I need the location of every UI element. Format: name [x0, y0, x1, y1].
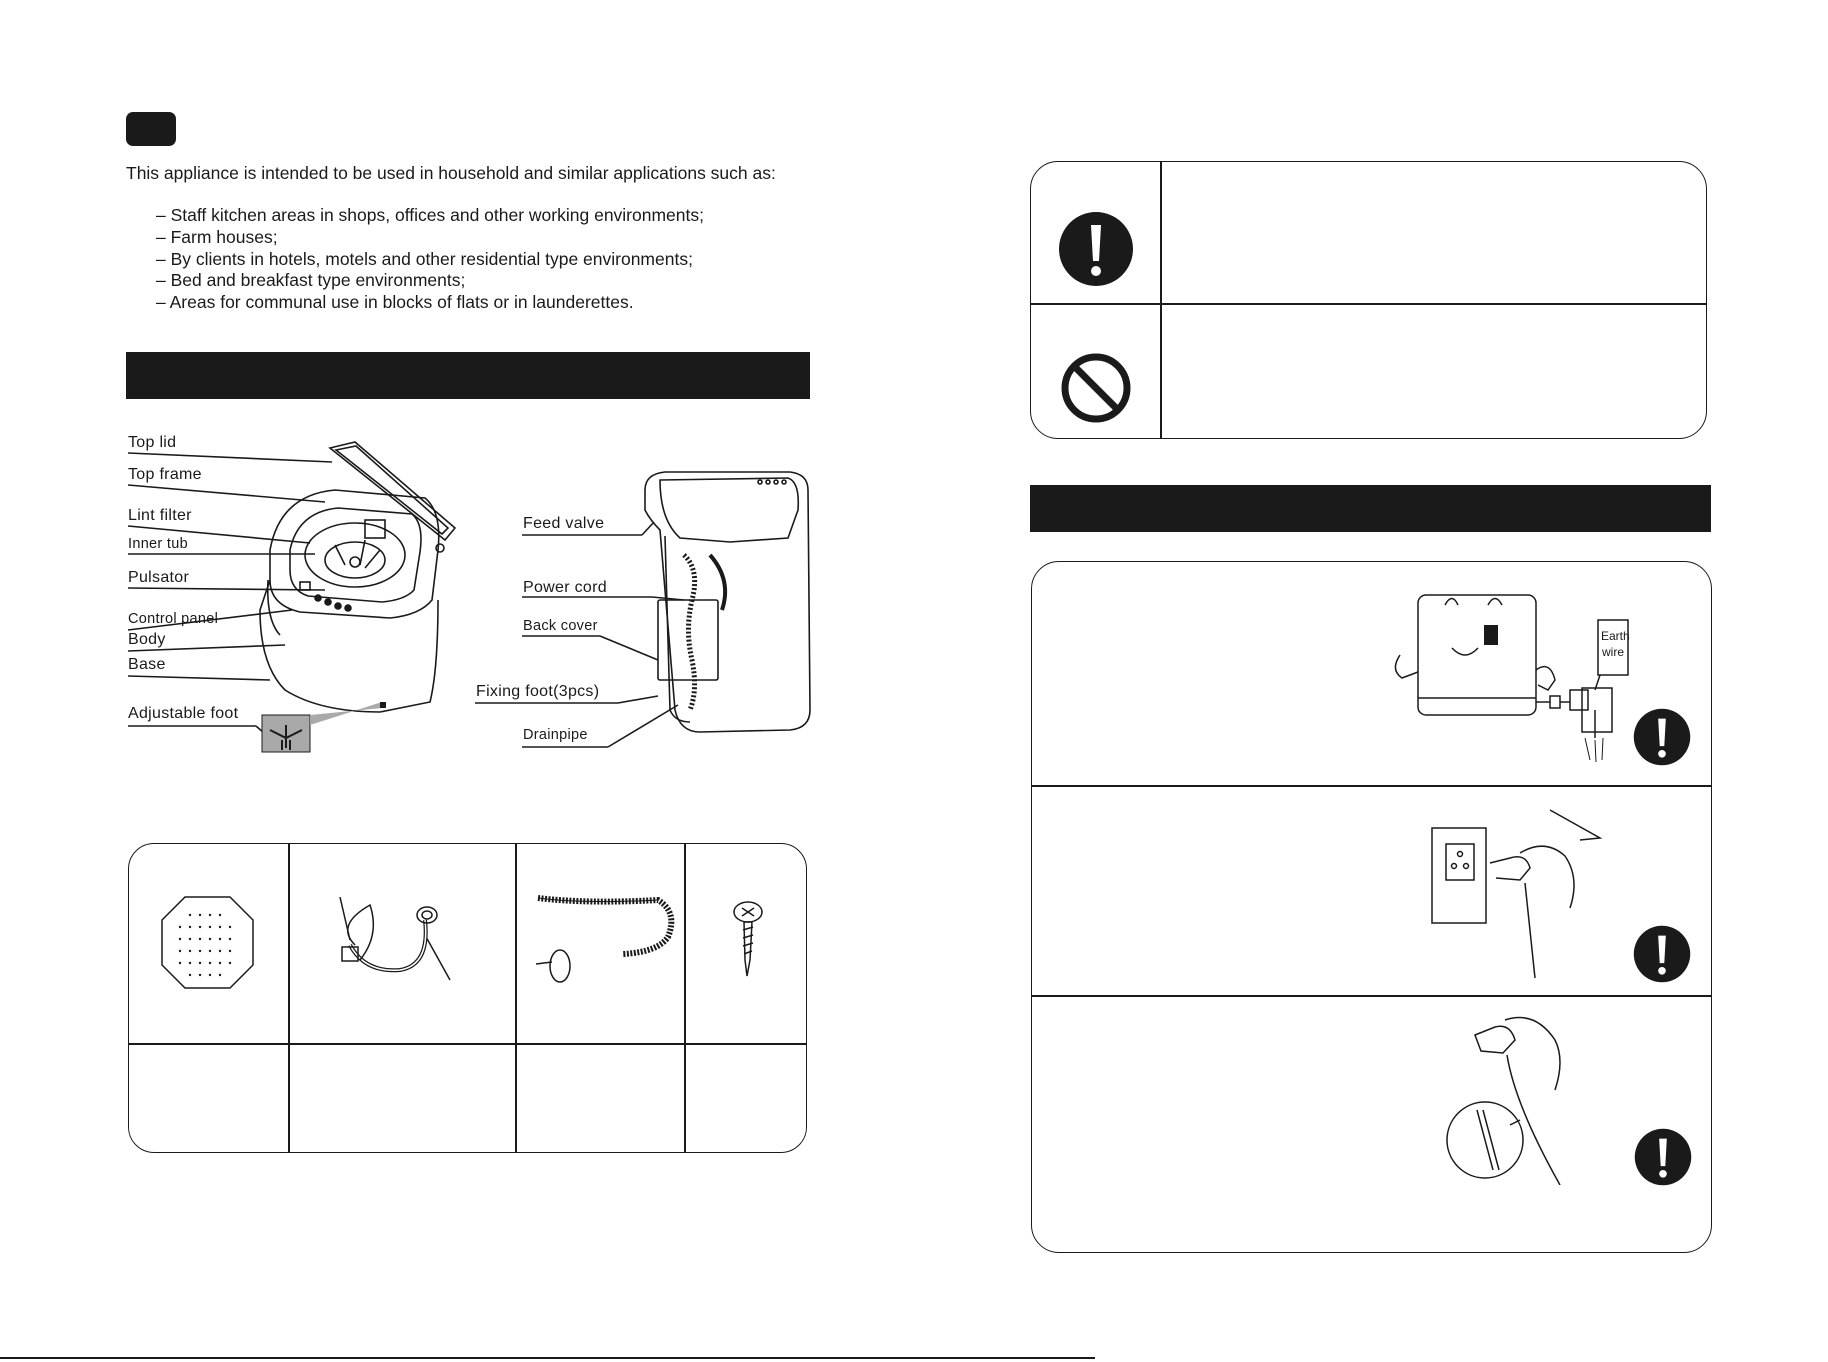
unplug-illustration: [1430, 808, 1610, 978]
damaged-cord-illustration: [1445, 1015, 1620, 1185]
label-lint-filter: Lint filter: [128, 507, 192, 524]
accessories-col-divider: [515, 844, 517, 1152]
prohibition-icon: [1060, 352, 1132, 424]
usage-item: – By clients in hotels, motels and other residential type environments;: [156, 248, 693, 269]
label-power-cord: Power cord: [523, 579, 607, 596]
accessories-table: [128, 843, 807, 1153]
exclamation-icon: [1633, 708, 1691, 766]
label-inner-tub: Inner tub: [128, 536, 188, 552]
label-control-panel: Control panel: [128, 611, 219, 627]
label-feed-valve: Feed valve: [523, 515, 605, 532]
safety-row-divider: [1032, 995, 1711, 997]
label-body: Body: [128, 631, 166, 648]
exclamation-icon: [1634, 1128, 1692, 1186]
inlet-hose-icon: [330, 895, 480, 985]
washer-back-illustration: [470, 460, 820, 755]
label-adjustable-foot: Adjustable foot: [128, 705, 239, 722]
usage-item: – Bed and breakfast type environments;: [156, 270, 466, 291]
label-drainpipe: Drainpipe: [523, 727, 588, 743]
label-top-frame: Top frame: [128, 466, 202, 483]
drain-hose-icon: [528, 892, 678, 987]
section-number-badge: [126, 112, 176, 146]
exclamation-icon: [1633, 925, 1691, 983]
washer-front-illustration: [120, 440, 460, 760]
accessories-row-divider: [129, 1043, 806, 1045]
earth-wire-label-line2: wire: [1602, 645, 1625, 659]
label-fixing-foot: Fixing foot(3pcs): [476, 683, 600, 700]
screw-icon: [728, 900, 768, 980]
label-pulsator: Pulsator: [128, 569, 190, 586]
earth-wire-label-line1: Earth: [1601, 629, 1630, 643]
accessories-col-divider: [684, 844, 686, 1152]
intro-text: This appliance is intended to be used in household and similar applications such as:: [126, 163, 776, 183]
label-top-lid: Top lid: [128, 434, 177, 451]
filter-plate-icon: [160, 895, 255, 990]
exclamation-icon: [1058, 211, 1134, 287]
page-bottom-rule: [0, 1357, 1095, 1359]
usage-item: – Areas for communal use in blocks of flats or in launderettes.: [156, 292, 634, 313]
legend-col-divider: [1160, 162, 1162, 438]
label-base: Base: [128, 656, 166, 673]
accessories-col-divider: [288, 844, 290, 1152]
section-header-bar-parts: [126, 352, 810, 399]
safety-row-divider: [1032, 785, 1711, 787]
label-back-cover: Back cover: [523, 618, 598, 634]
usage-item: – Staff kitchen areas in shops, offices and other working environments;: [156, 205, 704, 225]
section-header-bar-safety: [1030, 485, 1711, 532]
usage-item: – Farm houses;: [156, 226, 278, 247]
usage-list: [156, 205, 704, 314]
earthing-illustration: [1390, 590, 1630, 765]
legend-row-divider: [1031, 303, 1706, 305]
